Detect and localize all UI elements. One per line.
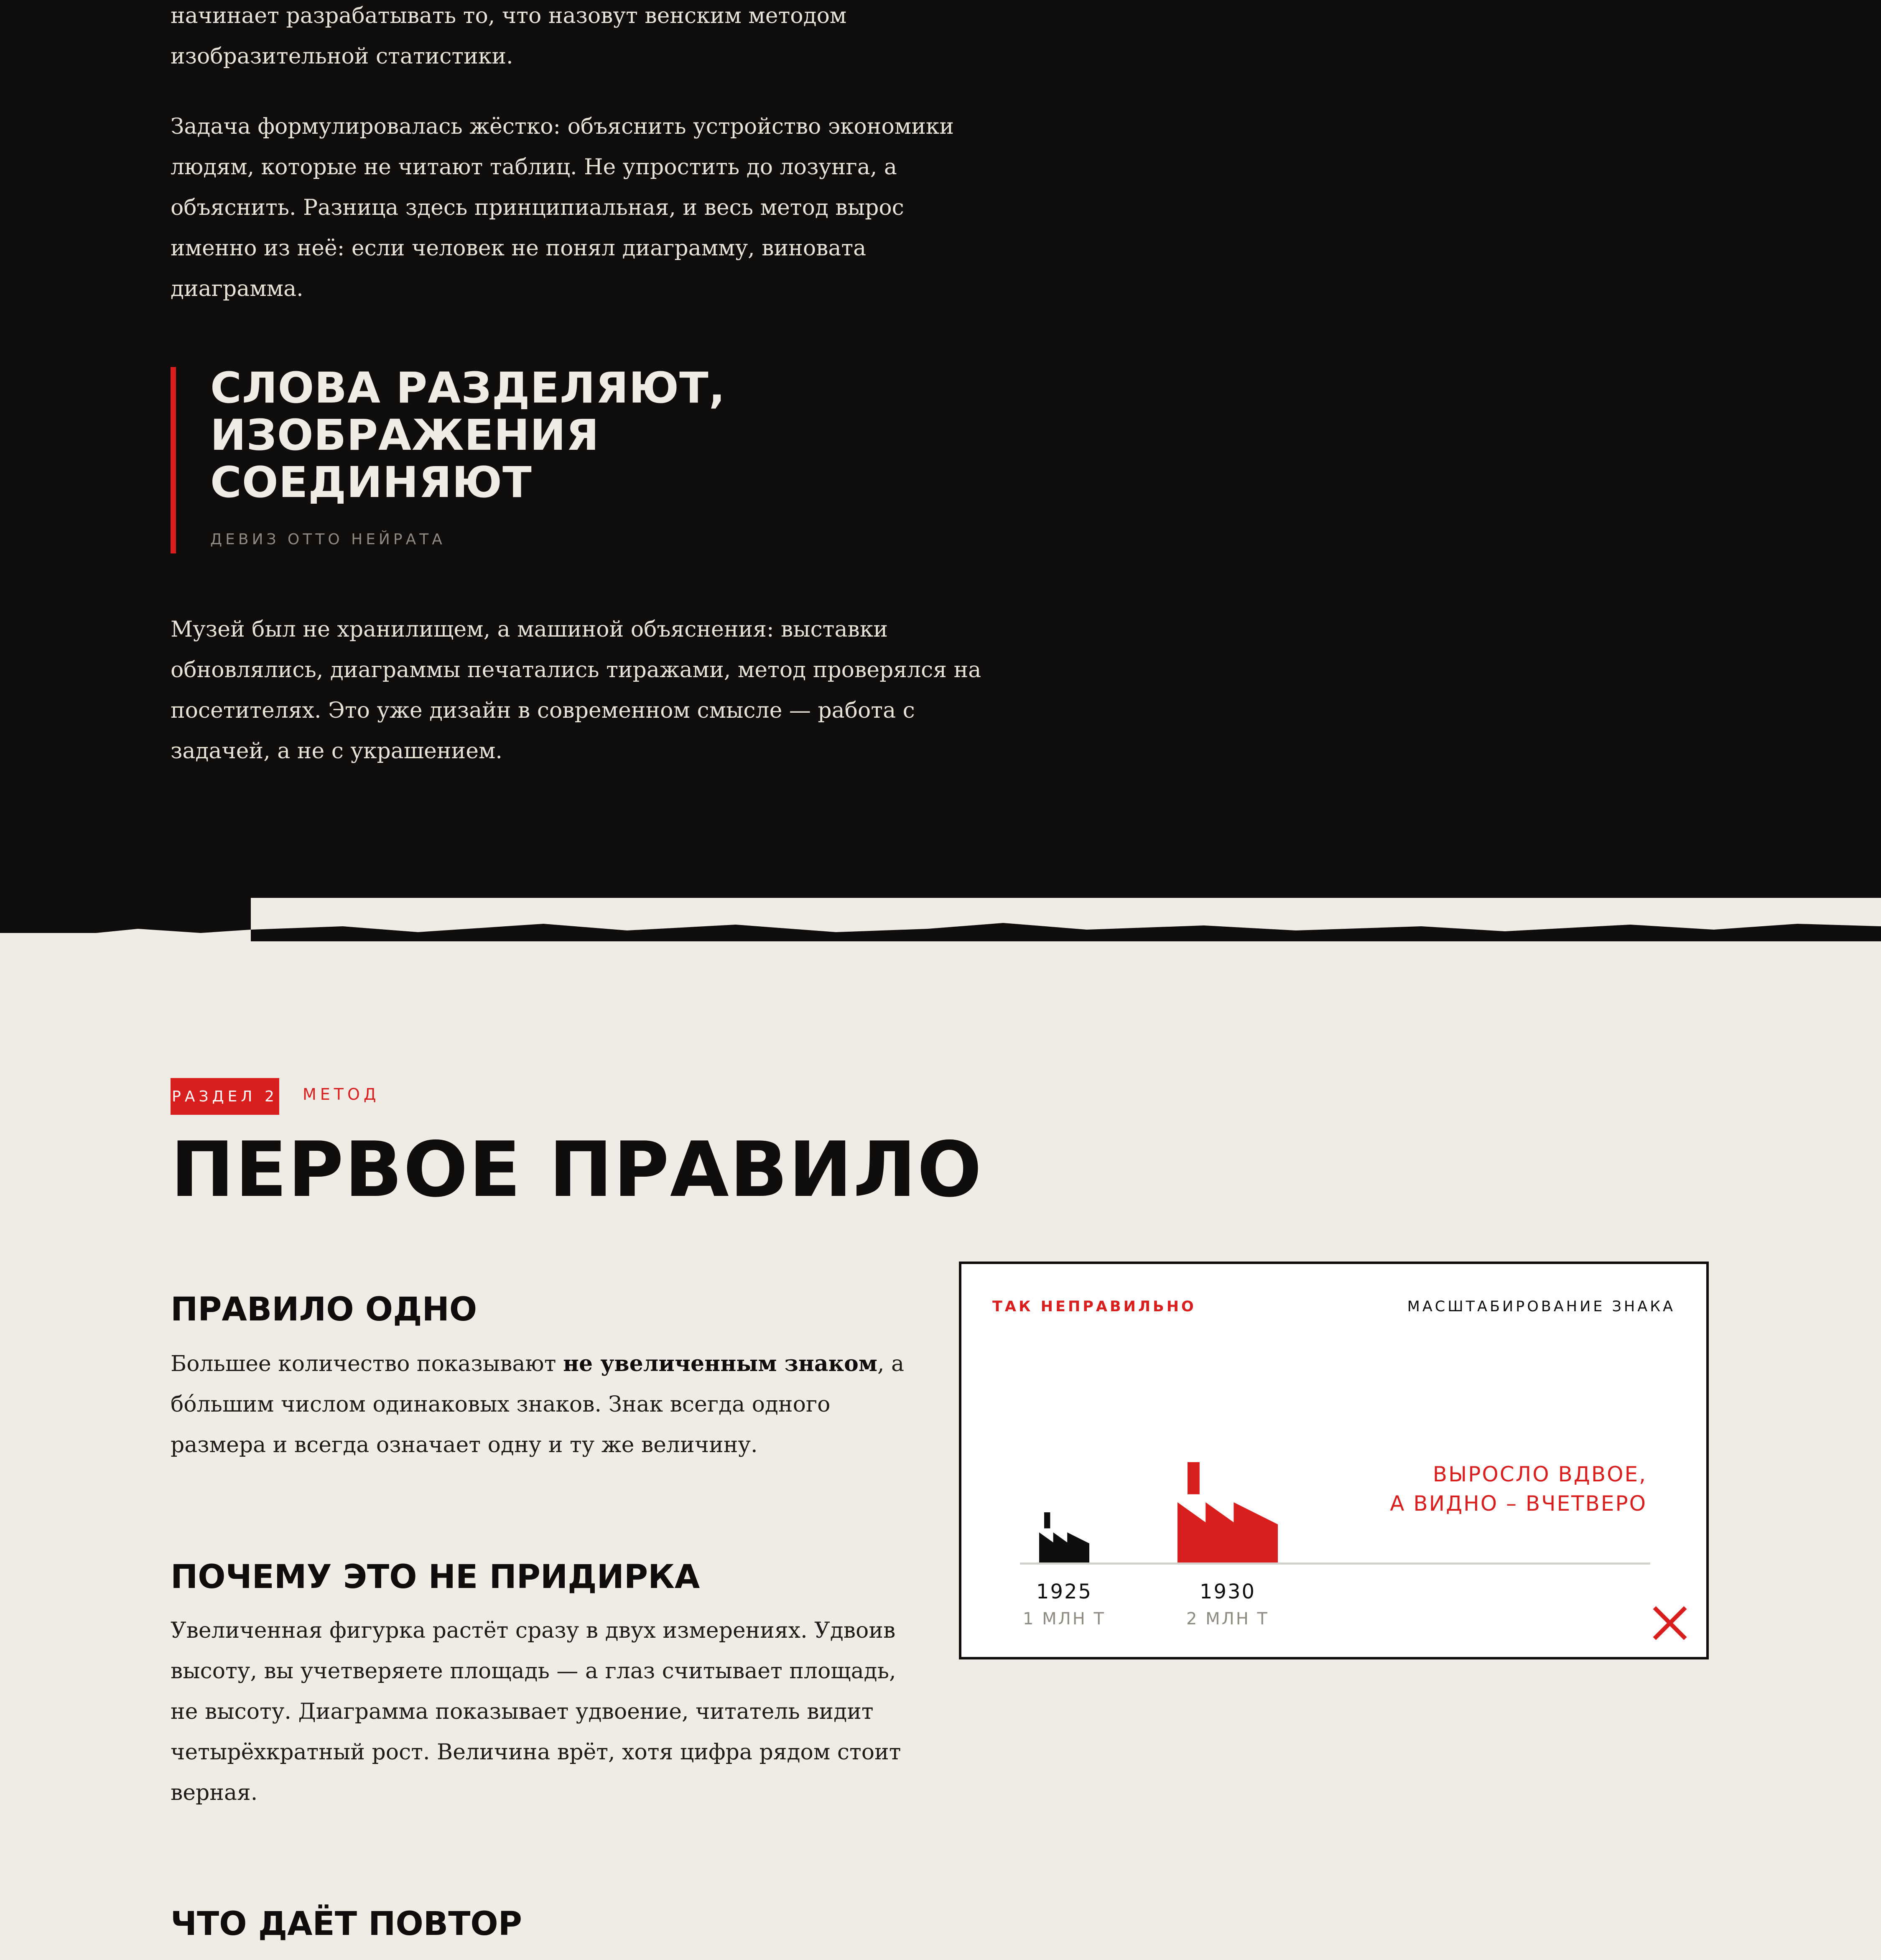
cross-icon <box>1651 1604 1689 1642</box>
year-label: 1925 <box>1036 1580 1093 1603</box>
rule-heading: ПРАВИЛО ОДНО <box>171 1291 477 1328</box>
history-section <box>0 0 1881 942</box>
card-note-line: А ВИДНО – ВЧЕТВЕРО <box>1390 1491 1647 1516</box>
section-number-badge: РАЗДЕЛ 2 <box>171 1078 279 1115</box>
quote-line: СОЕДИНЯЮТ <box>210 458 532 507</box>
section-title: ПЕРВОЕ ПРАВИЛО <box>171 1125 983 1214</box>
wrong-example-card <box>959 1262 1709 1659</box>
rule-text-after: , а бóльшим числом одинаковых знаков. Знак всегда одного размера и всегда означает одну и ту же величину. <box>171 1351 905 1458</box>
motto-quote <box>210 364 963 506</box>
factory-icon <box>1178 1462 1278 1562</box>
paragraph-museum: Музей был не хранилищем, а машиной объяснения: выставки обновлялись, диаграммы печатались тиражами, метод проверялся на посетителях. Это уже дизайн в современном смысле — работа с задачей, а не с украшением. <box>171 617 981 764</box>
why-paragraph: Увеличенная фигурка растёт сразу в двух измерениях. Удвоив высоту, вы учетверяете площадь — а глаз считывает площадь, не высоту. Диаграмма показывает удвоение, читатель видит четырёхкратный рост. Величина врёт, хотя цифра рядом стоит верная. <box>171 1618 901 1805</box>
wrong-flag: ТАК НЕПРАВИЛЬНО <box>992 1298 1196 1315</box>
repeat-heading: ЧТО ДАЁТ ПОВТОР <box>171 1905 522 1943</box>
quote-line: ИЗОБРАЖЕНИЯ <box>210 410 599 460</box>
paragraph-intro-tail: начинает разрабатывать то, что назовут венским методом изобразительной статистики. <box>171 3 847 69</box>
year-label: 1930 <box>1199 1580 1256 1603</box>
card-note <box>1390 1460 1647 1518</box>
rule-text-emphasis: не увеличенным знаком <box>563 1351 877 1376</box>
chart-baseline <box>1020 1562 1650 1565</box>
card-note-line: ВЫРОСЛО ВДВОЕ, <box>1432 1462 1647 1486</box>
quote-caption: ДЕВИЗ ОТТО НЕЙРАТА <box>210 531 446 548</box>
torn-paper-divider <box>0 895 1881 942</box>
value-label: 2 МЛН Т <box>1186 1609 1269 1629</box>
why-heading: ПОЧЕМУ ЭТО НЕ ПРИДИРКА <box>171 1558 700 1596</box>
rule-text-before: Большее количество показывают <box>171 1351 563 1376</box>
value-label: 1 МЛН Т <box>1023 1609 1106 1629</box>
section-kicker: МЕТОД <box>303 1085 380 1104</box>
paragraph-task: Задача формулировалась жёстко: объяснить устройство экономики людям, которые не читают таблиц. Не упростить до лозунга, а объяснить. Разница здесь принципиальная, и весь метод вырос именно из неё: если человек не понял диаграмму, виновата диаграмма. <box>171 114 954 301</box>
quote-line: СЛОВА РАЗДЕЛЯЮТ, <box>210 363 726 413</box>
quote-accent-bar <box>171 367 176 553</box>
factory-icon <box>1039 1512 1089 1562</box>
card-label: МАСШТАБИРОВАНИЕ ЗНАКА <box>1407 1298 1675 1315</box>
rule-paragraph <box>171 1343 906 1466</box>
